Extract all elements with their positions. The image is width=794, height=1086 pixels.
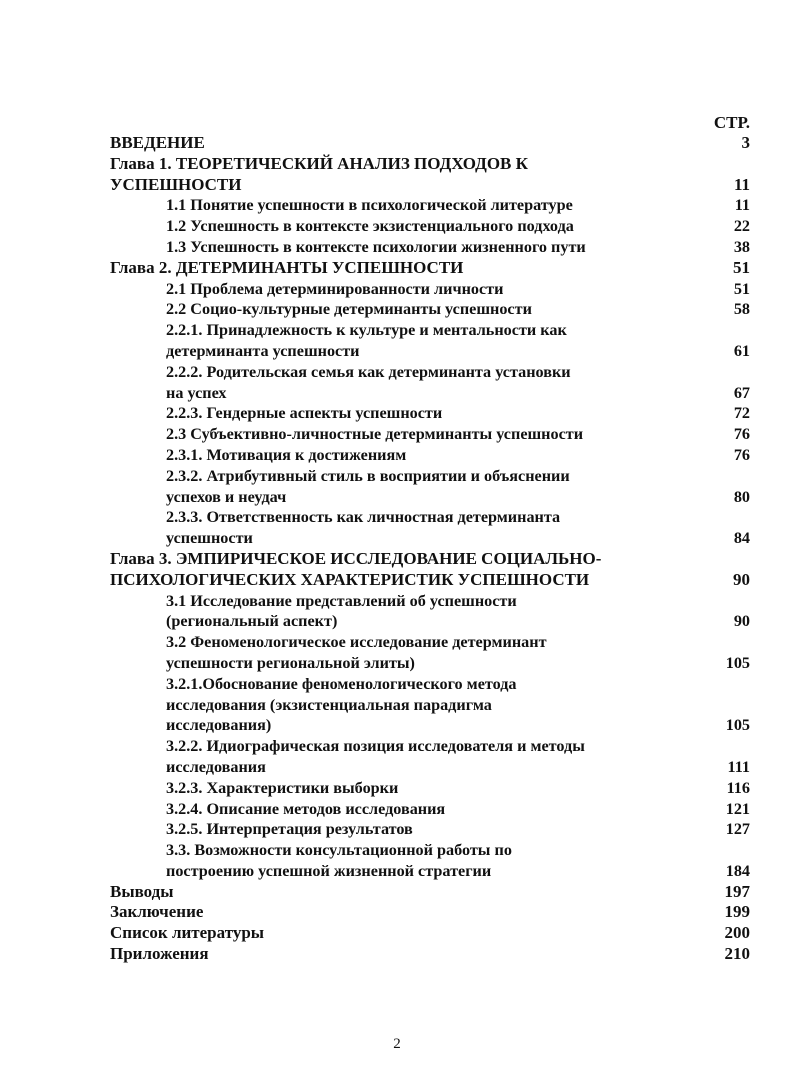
toc-entry-page: 84 [733, 529, 750, 548]
toc-entry-title: 2.3.1. Мотивация к достижениям [166, 445, 407, 464]
toc-entry-title: 2.2.2. Родительская семья как детерминанта установки на успех [166, 362, 571, 402]
toc-entry [110, 778, 750, 799]
toc-entry-title: 1.1 Понятие успешности в психологической литературе [166, 196, 573, 215]
toc-entry [110, 882, 750, 903]
toc-entry-page: 184 [725, 861, 750, 880]
toc-entry-title: 3.2.3. Характеристики выборки [166, 778, 399, 797]
toc-entry-title: 1.2 Успешность в контексте экзистенциального подхода [166, 217, 574, 236]
toc-entry-page: 210 [724, 944, 750, 964]
toc-entry-page: 58 [733, 300, 750, 319]
toc-entry [110, 799, 750, 820]
toc-entry [110, 320, 750, 362]
toc-entry-title: 3.1 Исследование представлений об успешности (региональный аспект) [166, 591, 517, 631]
toc-entry-page: 105 [725, 653, 750, 672]
toc-entry-page: 116 [726, 778, 750, 797]
toc-entry [110, 549, 750, 591]
toc-entry-title: Заключение [110, 902, 204, 922]
toc-entry-title: Приложения [110, 944, 209, 964]
toc-entry [110, 923, 750, 944]
toc-entry-title: 3.2.1.Обоснование феноменологического метода исследования (экзистенциальная парадигма исследования) [166, 674, 517, 735]
toc-entry [110, 632, 750, 674]
toc-entry-page: 127 [725, 820, 750, 839]
toc-entry-page: 80 [733, 487, 750, 506]
toc-entry [110, 674, 750, 736]
toc-entry-title: 2.3.2. Атрибутивный стиль в восприятии и объяснении успехов и неудач [166, 466, 570, 506]
toc-entry-page: 11 [733, 174, 750, 194]
toc-entry-title: 2.2.1. Принадлежность к культуре и ментальности как детерминанта успешности [166, 321, 567, 360]
toc-entry-title: 2.2.3. Гендерные аспекты успешности [166, 404, 443, 423]
toc-entry-title: 3.2.2. Идиографическая позиция исследователя и методы исследования [166, 737, 585, 776]
toc-entry-page: 3 [741, 133, 750, 152]
toc-entry-title: 3.2 Феноменологическое исследование детерминант успешности региональной элиты) [166, 633, 547, 672]
toc-entry-page: 105 [725, 716, 750, 735]
toc-entry-title: Глава 2. ДЕТЕРМИНАНТЫ УСПЕШНОСТИ [110, 257, 464, 277]
toc-entry [110, 195, 750, 216]
toc-entry-page: 90 [733, 569, 750, 589]
toc-entry-page: 90 [733, 612, 750, 631]
toc-entry [110, 819, 750, 840]
toc-entry-page: 38 [733, 237, 750, 256]
toc-entry [110, 840, 750, 882]
toc-entry-page: 22 [733, 217, 750, 236]
toc-entry-title: 3.3. Возможности консультационной работы по построению успешной жизненной стратегии [166, 841, 512, 880]
toc-entry [110, 591, 750, 633]
toc-entry-page: 76 [733, 425, 750, 444]
toc-entry [110, 944, 750, 965]
toc-entry [110, 445, 750, 466]
toc-entry [110, 133, 750, 154]
table-of-contents [110, 133, 750, 965]
toc-entry [110, 258, 750, 279]
toc-entry-title: 3.2.4. Описание методов исследования [166, 799, 446, 818]
toc-entry-title: 1.3 Успешность в контексте психологии жизненного пути [166, 237, 586, 256]
toc-entry-page: 51 [733, 257, 750, 277]
toc-entry-page: 51 [733, 279, 750, 298]
toc-entry-page: 111 [727, 757, 750, 776]
toc-entry-page: 199 [724, 902, 750, 922]
toc-entry-page: 200 [724, 923, 750, 943]
toc-entry [110, 299, 750, 320]
toc-entry-title: Список литературы [110, 923, 265, 943]
toc-entry-title: 2.1 Проблема детерминированности личности [166, 279, 504, 298]
toc-entry [110, 424, 750, 445]
toc-entry-title: Выводы [110, 881, 174, 901]
toc-entry [110, 507, 750, 549]
toc-entry [110, 466, 750, 508]
toc-entry-page: 67 [733, 383, 750, 402]
toc-entry-page: 72 [733, 404, 750, 423]
toc-entry [110, 403, 750, 424]
toc-entry-title: 2.3.3. Ответственность как личностная детерминанта успешности [166, 508, 561, 548]
toc-entry [110, 154, 750, 196]
toc-entry-page: 11 [734, 196, 750, 215]
toc-entry [110, 216, 750, 237]
toc-entry-title: 2.2 Социо-культурные детерминанты успешности [166, 300, 532, 319]
toc-entry [110, 902, 750, 923]
page-number: 2 [393, 1036, 401, 1052]
toc-entry-page: 76 [733, 445, 750, 464]
toc-entry [110, 362, 750, 404]
toc-entry-title: Глава 1. ТЕОРЕТИЧЕСКИЙ АНАЛИЗ ПОДХОДОВ К УСПЕШНОСТИ [110, 153, 528, 194]
toc-entry-page: 197 [724, 881, 750, 901]
toc-entry-title: ВВЕДЕНИЕ [110, 133, 205, 152]
toc-entry [110, 237, 750, 258]
toc-entry-title: 2.3 Субъективно-личностные детерминанты успешности [166, 425, 584, 444]
toc-entry-title: 3.2.5. Интерпретация результатов [166, 820, 413, 839]
page-column-header: СТР. [713, 113, 750, 132]
toc-entry-page: 61 [733, 341, 750, 360]
toc-entry-page: 121 [725, 799, 750, 818]
toc-entry [110, 279, 750, 300]
toc-entry-title: Глава 3. ЭМПИРИЧЕСКОЕ ИССЛЕДОВАНИЕ СОЦИАЛЬНО- ПСИХОЛОГИЧЕСКИХ ХАРАКТЕРИСТИК УСПЕШНОСТИ [110, 548, 602, 589]
toc-entry [110, 736, 750, 778]
